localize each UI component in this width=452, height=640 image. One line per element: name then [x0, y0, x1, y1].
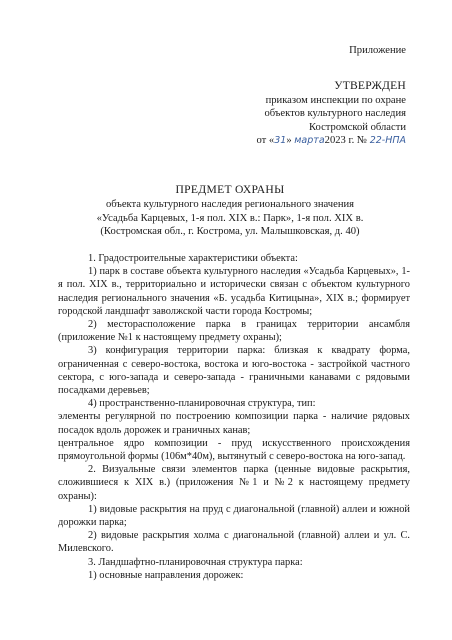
title-line: (Костромская обл., г. Кострома, ул. Малышковская, д. 40)	[100, 226, 360, 238]
body-paragraph: 1) парк в составе объекта культурного наследия «Усадьба Карцевых», 1-я пол. XIX в., территориально и исторически связан с объектом культурного наследия регионального значения «Б. усадьба Китицына», XIX в.; формирует городской ландшафт заволжской части города Костромы;	[58, 266, 410, 317]
body-paragraph: 2) месторасположение парка в границах территории ансамбля (приложение №1 к настоящему предмету охраны);	[58, 319, 410, 344]
body-paragraph: элементы регулярной по построению композиции парка - наличие рядовых посадок вдоль дорожек и граничных канав;	[58, 411, 410, 436]
body-paragraph: 1) видовые раскрытия на пруд с диагональной (главной) аллеи и южной дорожки парка;	[58, 503, 410, 529]
date-prefix: от «	[256, 134, 275, 146]
appendix-label: Приложение	[349, 45, 406, 56]
order-number-handwritten: 22-НПА	[369, 134, 406, 146]
body-paragraph: 3. Ландшафтно-планировочная структура парка:	[88, 556, 303, 568]
approval-block	[256, 79, 406, 147]
approval-line: приказом инспекции по охране	[265, 95, 406, 107]
approval-line: Костромской области	[309, 121, 406, 133]
body-paragraph: 2. Визуальные связи элементов парка (ценные видовые раскрытия, сложившиеся к XIX в.) (приложения №1 и №2 к настоящему предмету охраны):	[58, 464, 410, 502]
body-paragraph: центральное ядро композиции - пруд искусственного происхождения прямоугольной формы (106м*40м), вытянутый с северо-востока на юго-запад.	[58, 437, 410, 463]
date-day-handwritten: 31	[274, 134, 287, 146]
title-line: «Усадьба Карцевых, 1-я пол. XIX в.: Парк», 1-я пол. XIX в.	[96, 212, 364, 224]
approval-line: объектов культурного наследия	[264, 108, 406, 120]
title-line: объекта культурного наследия регионального значения	[105, 199, 355, 211]
title-block	[60, 183, 400, 239]
body-paragraph: 1) основные направления дорожек:	[88, 569, 244, 581]
date-year: 2023 г. №	[324, 134, 368, 146]
body-paragraph: 4) пространственно-планировочная структура, тип:	[88, 398, 316, 410]
order-date-line	[256, 134, 406, 147]
body-paragraph: 1. Градостроительные характеристики объекта:	[88, 253, 298, 264]
approved-title: УТВЕРЖДЕН	[334, 79, 406, 92]
document-title: ПРЕДМЕТ ОХРАНЫ	[175, 183, 285, 196]
document-body	[58, 252, 410, 582]
body-paragraph: 2) видовые раскрытия холма с диагональной (главной) аллеи и ул. С. Милевского.	[58, 530, 410, 555]
date-mid: »	[286, 134, 292, 146]
body-paragraph: 3) конфигурация территории парка: близкая к квадрату форма, ограниченная с северо-востока, востока и юго-востока - застройкой частного сектора, с юго-запада и северо-запада - граничными канавами с рядовыми посадками деревьев;	[58, 345, 410, 397]
date-month-handwritten: марта	[294, 134, 325, 146]
